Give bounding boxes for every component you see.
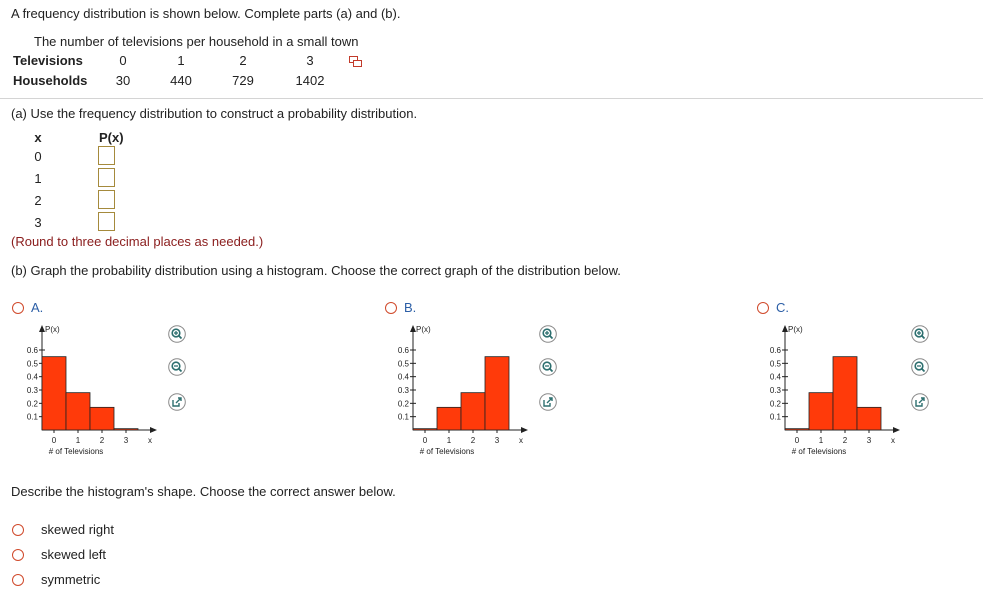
table-caption: The number of televisions per household in a small town	[34, 34, 359, 49]
y-tick-label: 0.4	[769, 372, 781, 382]
px-input-2[interactable]	[98, 190, 115, 209]
shape-option-symmetric[interactable]: symmetric	[41, 572, 101, 587]
x-value-0: 0	[34, 149, 42, 164]
shape-option-skewed-right[interactable]: skewed right	[41, 522, 114, 537]
y-tick-label: 0.5	[397, 359, 409, 369]
x-axis-arrow	[521, 427, 528, 433]
x-axis-symbol: x	[519, 436, 523, 445]
histogram-bar	[90, 407, 114, 430]
y-tick-label: 0.1	[26, 412, 38, 422]
x-tick-label: 1	[446, 436, 452, 445]
histogram-a	[14, 322, 164, 462]
y-axis-label: P(x)	[45, 325, 60, 334]
zoom-in-icon[interactable]	[168, 325, 186, 343]
shape-option-skewed-left[interactable]: skewed left	[41, 547, 107, 562]
part-b-instruction: (b) Graph the probability distribution using a histogram. Choose the correct graph of the distribution below.	[11, 263, 621, 278]
x-tick-label: 2	[842, 436, 848, 445]
col-header-px: P(x)	[99, 130, 124, 145]
histogram-bar	[785, 429, 809, 430]
x-axis-arrow	[893, 427, 900, 433]
table-cell-households-2: 729	[232, 73, 254, 88]
x-value-3: 3	[34, 215, 42, 230]
zoom-in-icon[interactable]	[539, 325, 557, 343]
table-cell-tv-3: 3	[306, 53, 314, 68]
x-axis-arrow	[150, 427, 157, 433]
y-axis-label: P(x)	[788, 325, 803, 334]
x-tick-label: 2	[470, 436, 476, 445]
x-tick-label: 3	[494, 436, 500, 445]
y-tick-label: 0.3	[26, 386, 38, 395]
histogram-bar	[809, 393, 833, 430]
y-tick-label: 0.5	[769, 359, 781, 369]
x-tick-label: 0	[794, 436, 800, 445]
x-tick-label: 1	[818, 436, 824, 445]
histogram-b	[385, 322, 535, 462]
y-tick-label: 0.3	[397, 386, 409, 395]
y-tick-label: 0.6	[397, 346, 409, 355]
histogram-svg	[14, 322, 164, 462]
x-axis-symbol: x	[148, 436, 152, 445]
histogram-bar	[42, 357, 66, 430]
shape-option-radio-skewed-left[interactable]	[12, 549, 24, 561]
shape-option-radio-symmetric[interactable]	[12, 574, 24, 586]
section-divider	[0, 98, 983, 99]
y-tick-label: 0.3	[769, 386, 781, 395]
zoom-out-icon[interactable]	[168, 358, 186, 376]
histogram-bar	[437, 407, 461, 430]
y-tick-label: 0.2	[397, 399, 409, 409]
x-axis-symbol: x	[891, 436, 895, 445]
histogram-bar	[66, 393, 90, 430]
option-a-label[interactable]: A.	[31, 300, 44, 315]
histogram-bar	[114, 429, 138, 430]
x-tick-label: 3	[123, 436, 129, 445]
open-new-window-icon[interactable]	[911, 393, 929, 411]
col-header-x: x	[34, 130, 42, 145]
option-c-label[interactable]: C.	[776, 300, 789, 315]
histogram-c	[757, 322, 907, 462]
x-axis-label: # of Televisions	[48, 447, 104, 456]
histogram-svg	[385, 322, 535, 462]
x-value-1: 1	[34, 171, 42, 186]
x-value-2: 2	[34, 193, 42, 208]
round-note: (Round to three decimal places as needed.)	[11, 234, 264, 249]
zoom-out-icon[interactable]	[539, 358, 557, 376]
y-tick-label: 0.4	[397, 372, 409, 382]
x-tick-label: 3	[866, 436, 872, 445]
shape-question: Describe the histogram's shape. Choose the correct answer below.	[11, 484, 396, 499]
histogram-bar	[857, 407, 881, 430]
table-cell-tv-0: 0	[119, 53, 127, 68]
option-c-radio[interactable]	[757, 302, 769, 314]
x-tick-label: 0	[422, 436, 428, 445]
y-tick-label: 0.4	[26, 372, 38, 382]
x-tick-label: 0	[51, 436, 57, 445]
table-cell-tv-1: 1	[177, 53, 185, 68]
open-new-window-icon[interactable]	[539, 393, 557, 411]
histogram-bar	[833, 357, 857, 430]
y-tick-label: 0.1	[769, 412, 781, 422]
y-tick-label: 0.2	[26, 399, 38, 409]
table-row-label-households: Households	[13, 73, 88, 88]
px-input-0[interactable]	[98, 146, 115, 165]
px-input-1[interactable]	[98, 168, 115, 187]
table-cell-tv-2: 2	[239, 53, 247, 68]
y-tick-label: 0.2	[769, 399, 781, 409]
px-input-3[interactable]	[98, 212, 115, 231]
copy-data-icon[interactable]	[349, 55, 362, 66]
option-b-label[interactable]: B.	[404, 300, 417, 315]
shape-option-radio-skewed-right[interactable]	[12, 524, 24, 536]
x-tick-label: 2	[99, 436, 105, 445]
zoom-in-icon[interactable]	[911, 325, 929, 343]
table-cell-households-1: 440	[170, 73, 192, 88]
intro-text: A frequency distribution is shown below. Complete parts (a) and (b).	[11, 6, 401, 21]
part-a-instruction: (a) Use the frequency distribution to construct a probability distribution.	[11, 106, 418, 121]
option-a-radio[interactable]	[12, 302, 24, 314]
x-axis-label: # of Televisions	[419, 447, 475, 456]
histogram-svg	[757, 322, 907, 462]
y-tick-label: 0.6	[769, 346, 781, 355]
x-tick-label: 1	[75, 436, 81, 445]
table-cell-households-0: 30	[115, 73, 131, 88]
y-tick-label: 0.1	[397, 412, 409, 422]
table-cell-households-3: 1402	[295, 73, 325, 88]
zoom-out-icon[interactable]	[911, 358, 929, 376]
table-row-label-televisions: Televisions	[13, 53, 83, 68]
y-tick-label: 0.5	[26, 359, 38, 369]
histogram-bar	[461, 393, 485, 430]
option-b-radio[interactable]	[385, 302, 397, 314]
y-tick-label: 0.6	[26, 346, 38, 355]
histogram-bar	[413, 429, 437, 430]
y-axis-label: P(x)	[416, 325, 431, 334]
open-new-window-icon[interactable]	[168, 393, 186, 411]
x-axis-label: # of Televisions	[791, 447, 847, 456]
histogram-bar	[485, 357, 509, 430]
